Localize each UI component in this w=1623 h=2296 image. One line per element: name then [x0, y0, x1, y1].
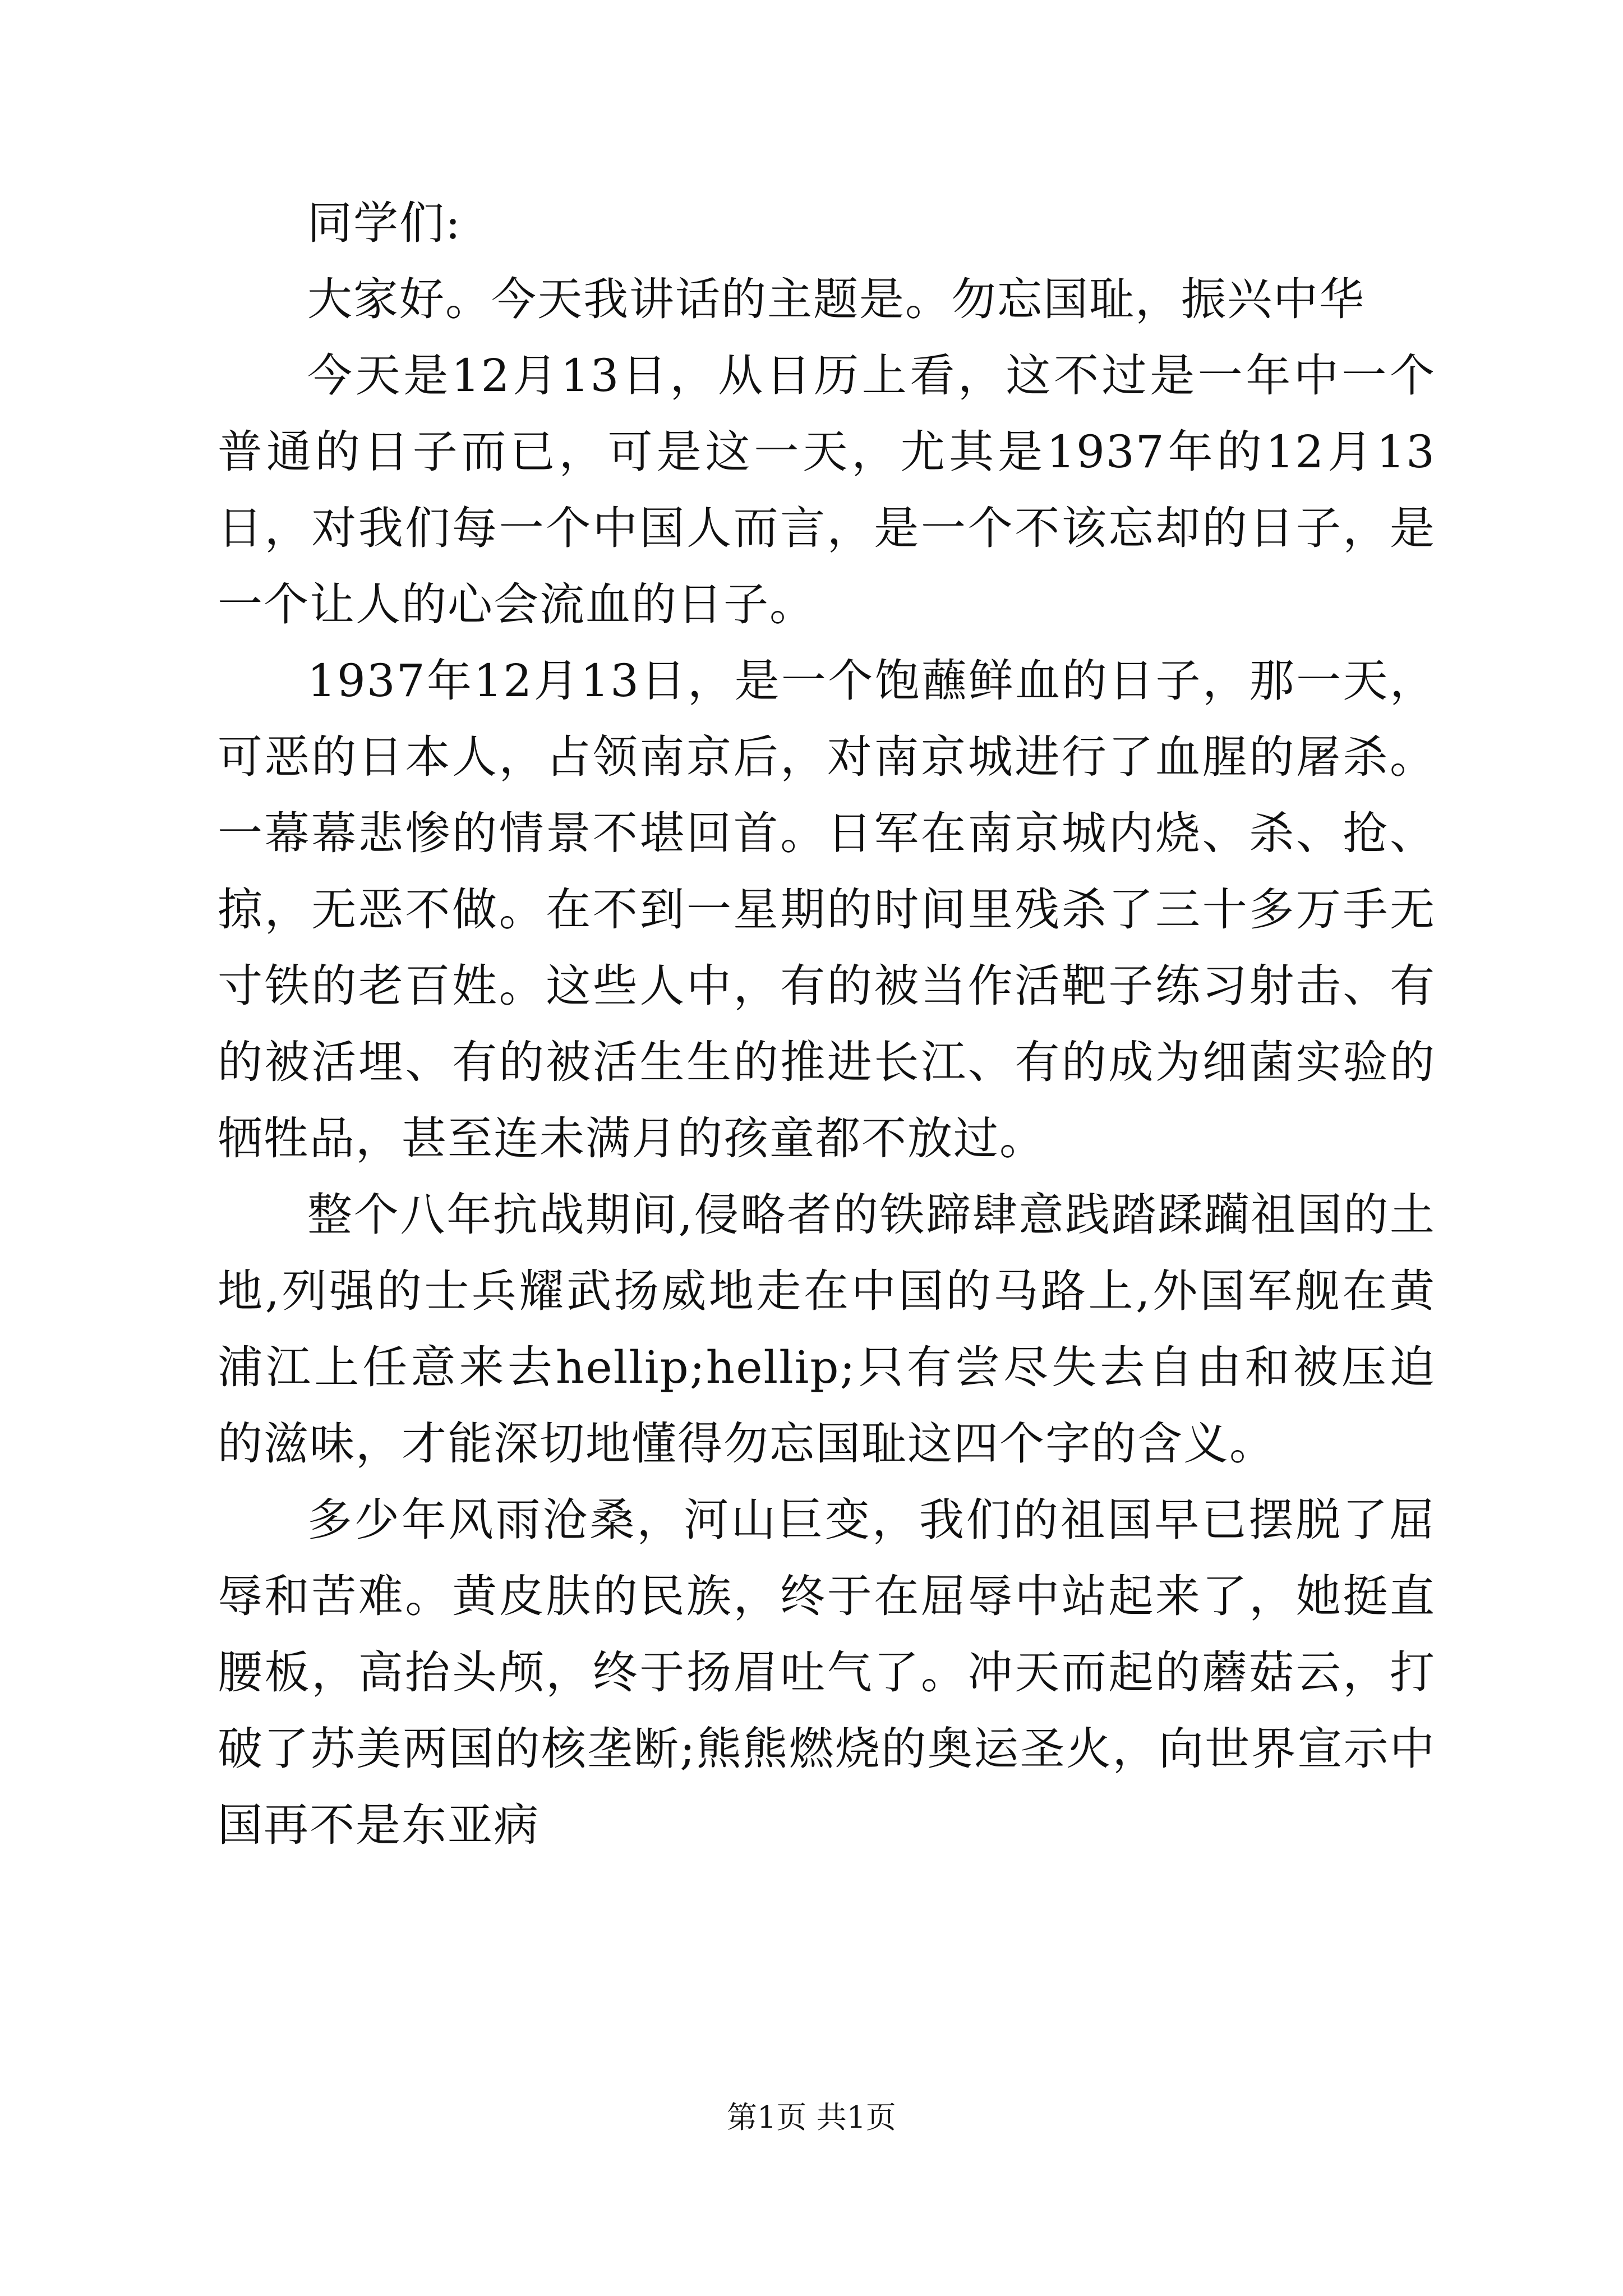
paragraph-greeting-topic: 大家好。今天我讲话的主题是。勿忘国耻，振兴中华 [307, 273, 1365, 325]
paragraph-motherland-rise: 多少年风雨沧桑，河山巨变，我们的祖国早已摆脱了屈辱和苦难。黄皮肤的民族，终于在屈辱中站起来了，她挺直腰板，高抬头颅，终于扬眉吐气了。冲天而起的蘑菇云，打破了苏美两国的核垄断;熊熊燃烧的奥运圣火，向世界宣示中国再不是东亚病 [218, 1494, 1436, 1851]
page-footer: 第1页 共1页 [727, 2100, 896, 2135]
document-body [218, 185, 1436, 1864]
paragraph-eight-years-war: 整个八年抗战期间,侵略者的铁蹄肆意践踏蹂躏祖国的土地,列强的士兵耀武扬威地走在中国的马路上,外国军舰在黄浦江上任意来去hellip;hellip;只有尝尽失去自由和被压迫的滋味，才能深切地懂得勿忘国耻这四个字的含义。 [218, 1189, 1436, 1470]
paragraph-nanjing-massacre: 1937年12月13日，是一个饱蘸鲜血的日子，那一天，可恶的日本人，占领南京后，对南京城进行了血腥的屠杀。一幕幕悲惨的情景不堪回首。日军在南京城内烧、杀、抢、掠，无恶不做。在不到一星期的时间里残杀了三十多万手无寸铁的老百姓。这些人中，有的被当作活靶子练习射击、有的被活埋、有的被活生生的推进长江、有的成为细菌实验的牺牲品，甚至连未满月的孩童都不放过。 [218, 655, 1436, 1165]
paragraph-salutation: 同学们: [307, 197, 462, 249]
paragraph-date-intro: 今天是12月13日，从日历上看，这不过是一年中一个普通的日子而已，可是这一天，尤其是1937年的12月13日，对我们每一个中国人而言，是一个不该忘却的日子，是一个让人的心会流血的日子。 [218, 349, 1436, 631]
